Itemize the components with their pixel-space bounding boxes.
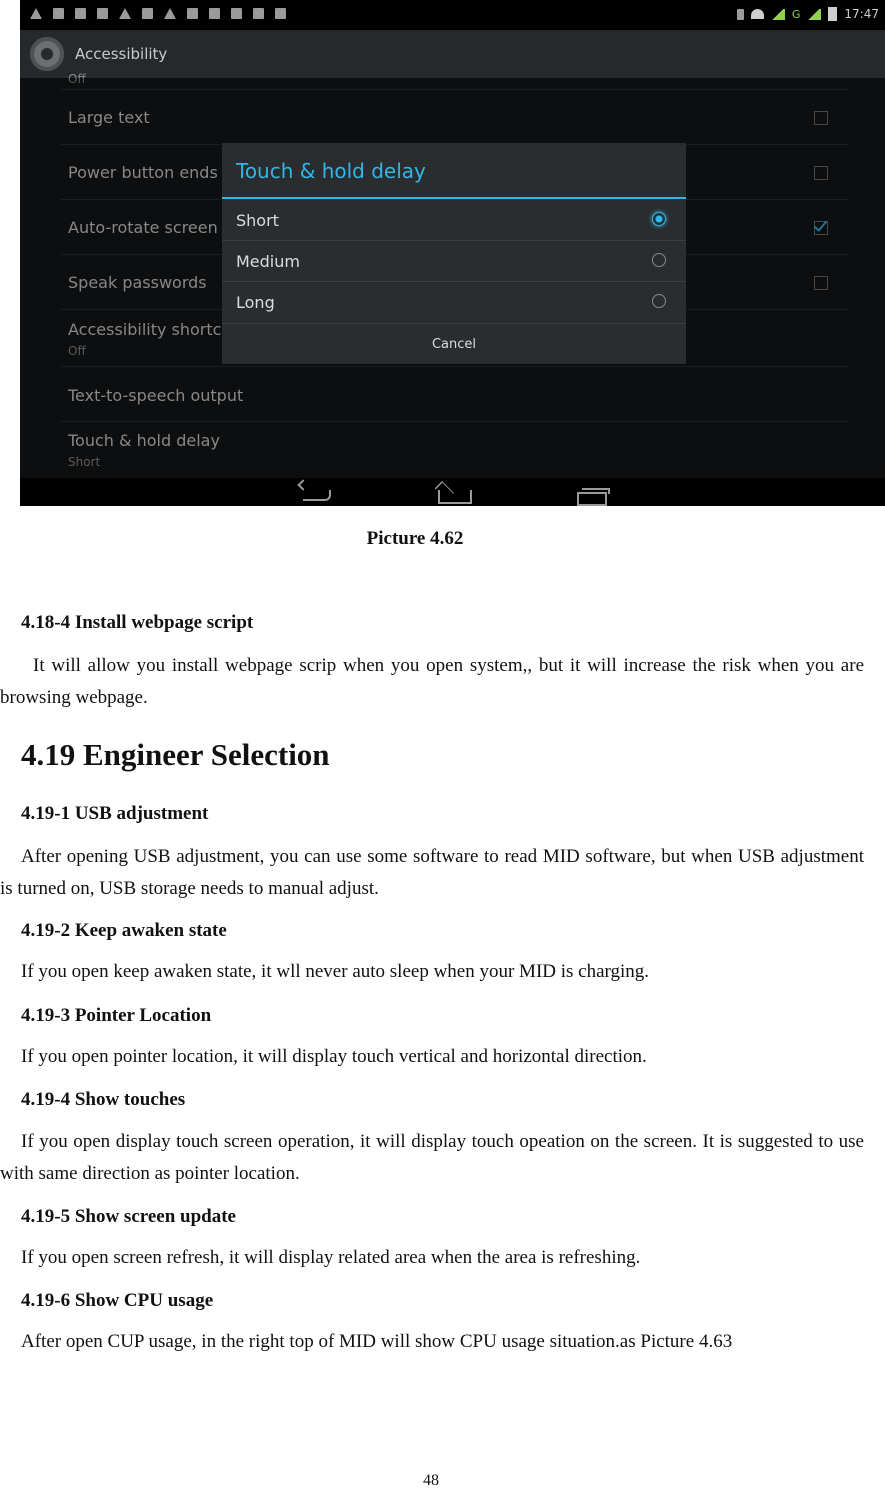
network-type: G xyxy=(791,7,801,21)
list-item-title: Text-to-speech output xyxy=(68,386,244,405)
section-heading: 4.19-6 Show CPU usage xyxy=(21,1290,214,1311)
bluetooth-icon xyxy=(737,9,744,20)
signal-icon xyxy=(771,9,785,20)
figure-caption: Picture 4.62 xyxy=(366,528,464,549)
list-item-title: Large text xyxy=(68,108,150,127)
radio-selected-icon[interactable] xyxy=(652,212,666,226)
page-number: 48 xyxy=(423,1472,439,1489)
section-heading: 4.19-1 USB adjustment xyxy=(21,803,209,824)
list-item-summary: Off xyxy=(68,344,86,358)
list-item-title: Speak passwords xyxy=(68,273,207,292)
alert-icon xyxy=(164,8,176,19)
section-body: If you open display touch screen operation, it will display touch opeation on the screen. It is suggested to use with same direction as pointer location. xyxy=(0,1131,864,1184)
navigation-bar xyxy=(20,478,885,506)
barcode-icon xyxy=(253,8,264,19)
browser-icon xyxy=(187,8,198,19)
section-heading: 4.18-4 Install webpage script xyxy=(21,612,254,633)
list-item-title: Auto-rotate screen xyxy=(68,218,218,237)
list-item-title: Touch & hold delay xyxy=(68,431,220,450)
dialog-title: Touch & hold delay xyxy=(236,159,426,183)
list-item-summary: Short xyxy=(68,455,101,469)
screenshot-accessibility xyxy=(20,0,885,506)
home-icon[interactable] xyxy=(438,490,472,504)
image-icon xyxy=(142,8,153,19)
option-long[interactable] xyxy=(222,281,686,322)
battery-icon xyxy=(828,7,837,21)
option-label: Medium xyxy=(236,252,300,271)
section-heading: 4.19-4 Show touches xyxy=(21,1089,186,1110)
mail-icon xyxy=(97,8,108,19)
action-bar-title: Accessibility xyxy=(75,45,168,63)
section-body: After opening USB adjustment, you can use some software to read MID software, but when USB adjustment is turned on, USB storage needs to manual adjust. xyxy=(0,846,864,899)
warning-icon xyxy=(119,8,131,19)
wifi-icon xyxy=(751,9,764,19)
list-item-title: Accessibility shortc xyxy=(68,320,222,339)
cancel-button[interactable]: Cancel xyxy=(222,323,686,365)
option-label: Short xyxy=(236,211,279,230)
download-icon xyxy=(231,8,242,19)
section-heading: 4.19-5 Show screen update xyxy=(21,1206,236,1227)
warning-icon xyxy=(30,8,42,19)
touch-hold-delay-dialog xyxy=(222,143,686,364)
list-item-title: Power button ends xyxy=(68,163,218,182)
section-body: After open CUP usage, in the right top of MID will show CPU usage situation.as Picture 4.63 xyxy=(21,1331,733,1352)
signal-icon xyxy=(807,9,821,20)
section-body: It will allow you install webpage scrip when you open system,, but it will increase the risk when you are browsing webpage. xyxy=(0,655,864,708)
status-bar xyxy=(20,0,885,30)
clock: 17:47 xyxy=(844,7,879,21)
recent-apps-icon[interactable] xyxy=(577,492,607,506)
action-bar xyxy=(20,30,885,78)
section-body: If you open keep awaken state, it wll never auto sleep when your MID is charging. xyxy=(21,961,650,982)
list-item-summary: Off xyxy=(68,72,86,86)
lock-icon xyxy=(75,8,86,19)
system-icons xyxy=(737,7,879,21)
option-label: Long xyxy=(236,293,275,312)
settings-gear-icon[interactable] xyxy=(30,37,64,71)
section-body: If you open screen refresh, it will display related area when the area is refreshing. xyxy=(21,1247,641,1268)
chapter-heading: 4.19 Engineer Selection xyxy=(21,737,330,772)
radio-icon[interactable] xyxy=(652,253,666,267)
section-body: If you open pointer location, it will display touch vertical and horizontal direction. xyxy=(21,1046,647,1067)
usb-icon xyxy=(53,8,64,19)
store-icon xyxy=(275,8,286,19)
upload-icon xyxy=(209,8,220,19)
notification-icons xyxy=(30,8,286,19)
section-heading: 4.19-3 Pointer Location xyxy=(21,1005,212,1026)
option-short[interactable] xyxy=(222,199,686,241)
radio-icon[interactable] xyxy=(652,294,666,308)
back-icon[interactable] xyxy=(303,490,331,501)
option-medium[interactable] xyxy=(222,240,686,282)
section-heading: 4.19-2 Keep awaken state xyxy=(21,920,227,941)
